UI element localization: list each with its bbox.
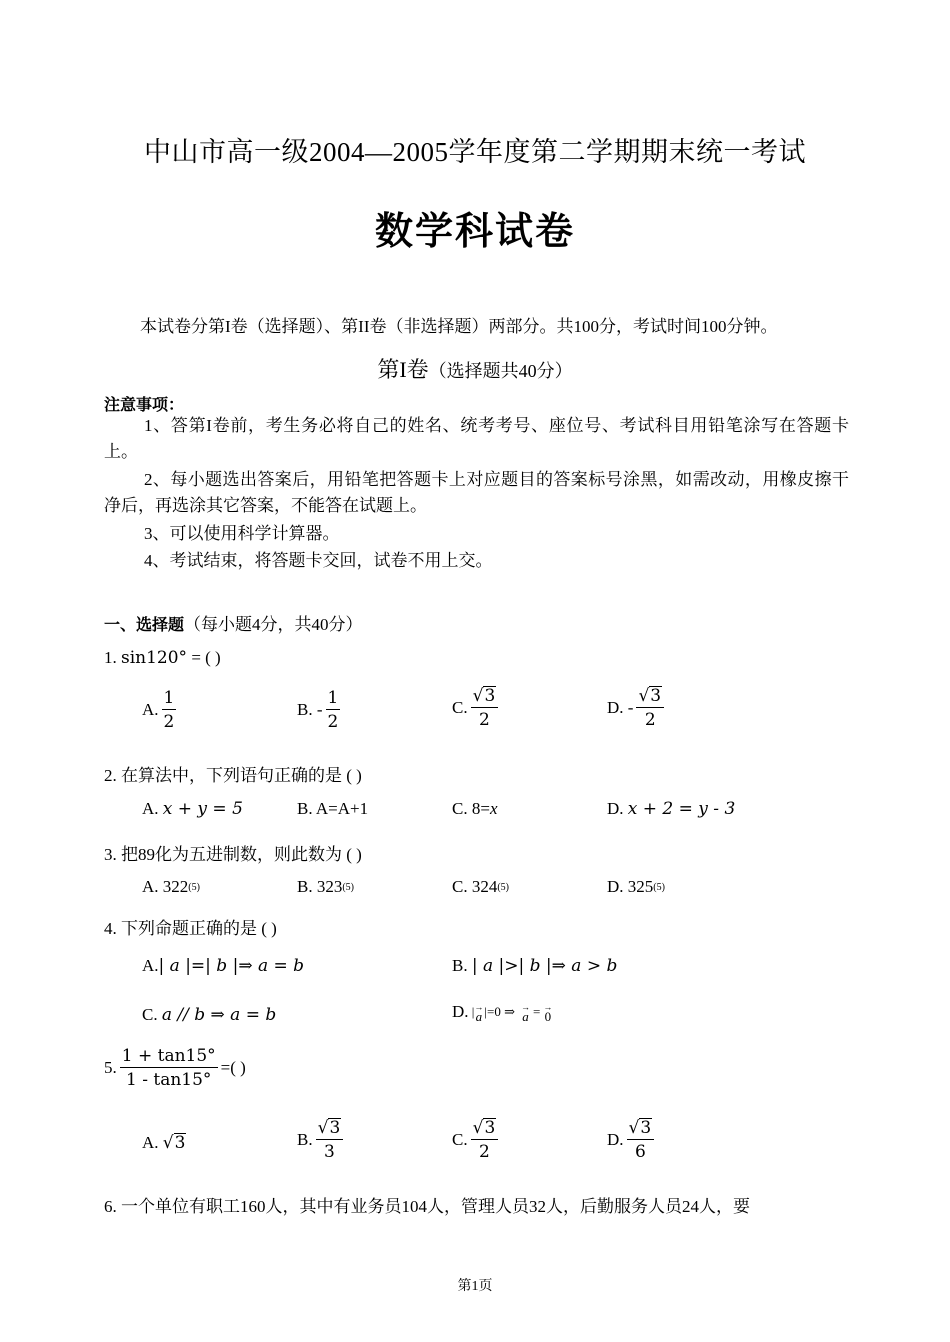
radical-sign: √ [638, 686, 650, 706]
q1-option-a [142, 688, 179, 732]
q1-c-den: 2 [479, 710, 490, 730]
q3-b-text: B. 323 [297, 877, 343, 896]
q1-d-sqrt [638, 686, 662, 706]
q2-d-expression: x + 2 = y - 3 [627, 799, 736, 819]
q4-option-a [142, 956, 304, 976]
q5-b-label: B. [297, 1130, 313, 1149]
q4-a-expression: | a |=| b |⇒ a = b [158, 956, 305, 976]
q3-d-text: D. 325 [607, 877, 654, 896]
q1-paren: = ( ) [187, 648, 221, 667]
q1-d-fraction [636, 686, 664, 730]
q3-a-text: A. 322 [142, 877, 189, 896]
q1-b-label: B. - [297, 700, 323, 719]
q3-option-b [297, 877, 354, 897]
q3-option-d [607, 877, 665, 897]
question-5 [104, 1046, 246, 1090]
notice-item-2: 2、每小题选出答案后，用铅笔把答题卡上对应题目的答案标号涂黑，如需改动，用橡皮擦干净后，再选涂其它答案，不能答在试题上。 [104, 470, 849, 515]
q5-option-b [297, 1118, 346, 1162]
exam-intro: 本试卷分第I卷（选择题）、第II卷（非选择题）两部分。共100分，考试时间100分钟。 [140, 317, 778, 336]
section1-title: 一、选择题 [104, 615, 185, 634]
q5-c-num: 3 [484, 1118, 496, 1138]
q5-option-a [142, 1133, 186, 1153]
q5-b-den: 3 [324, 1142, 335, 1162]
exam-title-line2: 数学科试卷 [374, 211, 575, 253]
exam-title-line1: 中山市高一级2004—2005学年度第二学期期末统一考试 [144, 137, 806, 167]
q3-b-base: (5) [342, 881, 355, 893]
q4-d-label: D. [452, 1002, 469, 1021]
q4-d-vector-a [471, 1002, 484, 1024]
q4-option-b [452, 956, 617, 976]
q1-d-num: 3 [650, 686, 662, 706]
q1-c-num: 3 [484, 686, 496, 706]
q1-b-den: 2 [327, 712, 339, 732]
q5-num: 1 + tan15° [121, 1046, 216, 1066]
radical-sign: √ [472, 686, 484, 706]
q5-c-fraction [471, 1118, 499, 1162]
q1-option-b [297, 688, 343, 732]
q2-c-var: x [489, 799, 498, 818]
q2-a-expression: x + y = 5 [162, 799, 243, 819]
q4-d-equals: = [532, 1004, 541, 1019]
q5-c-label: C. [452, 1130, 468, 1149]
q5-fraction [120, 1046, 218, 1090]
q2-option-d [607, 799, 735, 819]
q5-b-fraction [316, 1118, 344, 1162]
q4-d-v2: a [522, 1009, 529, 1024]
question-1 [104, 648, 221, 668]
question-4: 4. 下列命题正确的是 ( ) [104, 919, 277, 938]
q3-c-text: C. 324 [452, 877, 498, 896]
q4-b-expression: | a |>| b |⇒ a > b [471, 956, 618, 976]
q3-a-base: (5) [188, 881, 200, 893]
q3-d-base: (5) [653, 881, 665, 893]
q1-expression: sin120° [121, 648, 188, 668]
q3-option-a [142, 877, 200, 897]
vector-arrow: → [474, 1002, 484, 1012]
radical-sign: √ [162, 1133, 174, 1153]
q2-a-label: A. [142, 799, 159, 818]
q5-den: 1 - tan15° [126, 1070, 212, 1090]
q5-a-rad: 3 [174, 1133, 186, 1153]
radical-sign: √ [472, 1118, 484, 1138]
notice-heading: 注意事项： [104, 395, 185, 414]
q2-b-text: B. A=A+1 [297, 799, 369, 818]
q1-c-label: C. [452, 698, 468, 717]
notice-item-1: 1、答第I卷前，考生务必将自己的姓名、统考考号、座位号、考试科目用铅笔涂写在答题卡上。 [104, 416, 849, 461]
q4-d-implies: |=0 ⇒ [484, 1004, 515, 1019]
q4-c-expression: a // b ⇒ a = b [161, 1005, 277, 1025]
q1-b-fraction [326, 688, 341, 732]
q5-d-label: D. [607, 1130, 624, 1149]
q1-option-d [607, 686, 667, 730]
vector-arrow: → [520, 1002, 530, 1012]
q1-d-den: 2 [644, 710, 656, 730]
q5-c-sqrt [473, 1118, 497, 1138]
q4-d-vector-a2 [521, 1002, 530, 1022]
question-3: 3. 把89化为五进制数，则此数为 ( ) [104, 845, 362, 864]
part1-heading [0, 353, 950, 384]
question-2: 2. 在算法中，下列语句正确的是 ( ) [104, 766, 362, 785]
q5-d-fraction [627, 1118, 655, 1162]
vector-arrow: → [543, 1002, 553, 1012]
q5-d-num: 3 [640, 1118, 652, 1138]
section1-note: （每小题4分，共40分） [184, 615, 363, 634]
page-number: 第1页 [457, 1279, 493, 1294]
q4-d-zero-vector [543, 1002, 552, 1022]
part1-subtitle: （选择题共40分） [428, 361, 573, 381]
q1-c-fraction [471, 686, 499, 730]
q1-a-num: 1 [163, 688, 175, 708]
q1-number: 1. [104, 648, 121, 667]
notice-item-3: 3、可以使用科学计算器。 [144, 524, 340, 543]
q1-d-label: D. - [607, 698, 634, 717]
q4-d-abs-open: | [471, 1004, 475, 1019]
q5-c-den: 2 [479, 1142, 490, 1162]
section1-heading [104, 610, 363, 635]
q1-a-label: A. [142, 700, 159, 719]
q5-d-sqrt [629, 1118, 653, 1138]
q5-number: 5. [104, 1058, 117, 1077]
q1-b-num: 1 [327, 688, 339, 708]
q4-b-label: B. [452, 956, 468, 975]
q5-a-sqrt [163, 1133, 187, 1153]
q5-option-d [607, 1118, 657, 1162]
q5-a-label: A. [142, 1133, 159, 1152]
q5-option-c [452, 1118, 501, 1162]
q3-option-c [452, 877, 509, 897]
q4-d-v3: 0 [544, 1009, 552, 1024]
notice-item-4: 4、考试结束，将答题卡交回，试卷不用上交。 [144, 551, 493, 570]
q1-a-fraction [162, 688, 177, 732]
q2-c-label: C. 8= [452, 799, 490, 818]
q1-a-den: 2 [163, 712, 175, 732]
part1-title: 第I卷 [377, 357, 429, 382]
q3-c-base: (5) [497, 881, 510, 893]
q4-a-label: A. [142, 956, 159, 975]
radical-sign: √ [317, 1118, 329, 1138]
q4-option-d [452, 1002, 552, 1022]
q2-d-label: D. [607, 799, 624, 818]
q4-option-c [142, 1005, 276, 1025]
q2-option-b [297, 799, 368, 819]
q2-option-c [452, 799, 497, 819]
q5-b-sqrt [318, 1118, 342, 1138]
q4-c-label: C. [142, 1005, 158, 1024]
q1-c-sqrt [473, 686, 497, 706]
q5-paren: =( ) [220, 1058, 246, 1077]
q1-option-c [452, 686, 501, 730]
q4-d-v1: a [475, 1009, 483, 1024]
q5-b-num: 3 [329, 1118, 341, 1138]
question-6: 6. 一个单位有职工160人，其中有业务员104人，管理人员32人，后勤服务人员24人，要 [104, 1197, 750, 1216]
q2-option-a [142, 799, 243, 819]
radical-sign: √ [628, 1118, 640, 1138]
q5-d-den: 6 [634, 1142, 646, 1162]
